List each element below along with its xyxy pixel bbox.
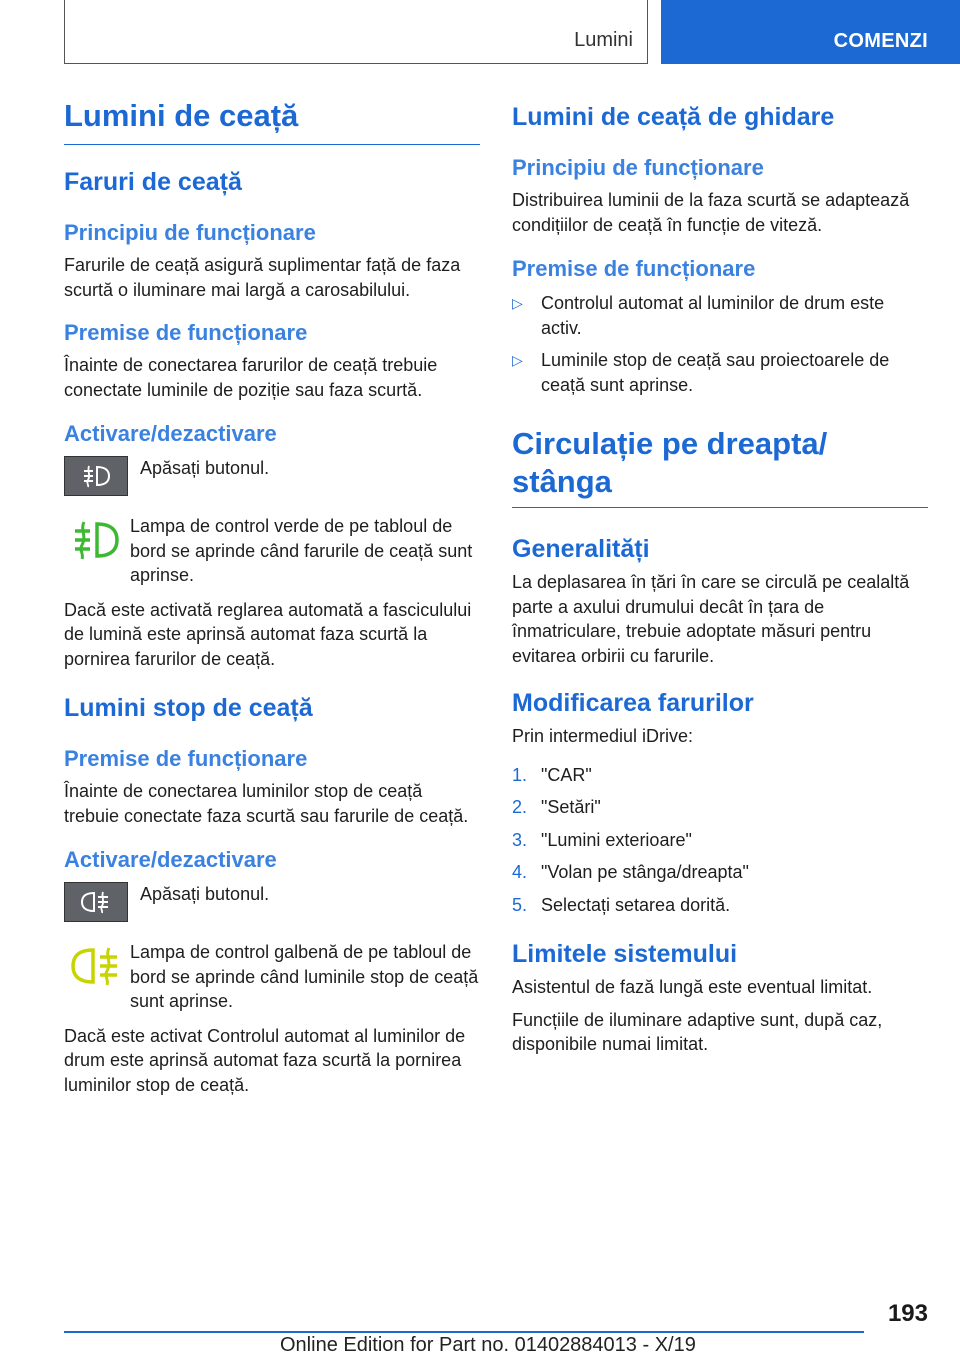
text-rear-premise: Înainte de conectarea luminilor stop de ceață trebuie conectate faza scurtă sau farurile de ceață.	[64, 781, 469, 826]
title-fog-lights: Lumini de ceață	[64, 98, 480, 145]
step-number: 5.	[512, 894, 528, 915]
text-front-press: Apăsați butonul.	[140, 458, 270, 478]
text-rear-lamp: Lampa de control galbenă de pe tabloul de bord se aprinde când luminile stop de ceață sunt aprinse.	[130, 942, 479, 1011]
text-general: La deplasarea în țări în care se circulă pe cealaltă parte a axului drumului decât în țara de înmatriculare, trebuie adoptate măsuri pentru evitarea orbirii cu farurile.	[512, 572, 910, 666]
list-item	[512, 795, 928, 820]
bullet-text: Luminile stop de ceață sau proiectoarele de ceață sunt aprinse.	[541, 350, 890, 395]
heading-guide-premise: Premise de funcționare	[512, 256, 756, 281]
left-column	[64, 98, 480, 1097]
triangle-bullet-icon: ▷	[512, 295, 523, 311]
rear-fog-indicator-row	[64, 940, 480, 1014]
header-chapter-label: COMENZI	[833, 30, 928, 52]
heading-modify: Modificarea farurilor	[512, 689, 754, 717]
step-number: 1.	[512, 764, 528, 785]
rear-fog-indicator-icon	[64, 940, 128, 992]
front-fog-button-row	[64, 456, 480, 496]
heading-limits: Limitele sistemului	[512, 940, 738, 968]
text-rear-auto: Dacă este activat Controlul automat al luminilor de drum este aprinsă automat faza scurtă la pornirea luminilor stop de ceață.	[64, 1025, 466, 1095]
text-modify-intro: Prin intermediul iDrive:	[512, 726, 694, 746]
front-fog-indicator-icon	[64, 514, 128, 566]
step-text: Selectați setarea dorită.	[541, 894, 731, 915]
header-section-tab	[64, 0, 648, 64]
heading-rear-activation: Activare/dezactivare	[64, 847, 277, 872]
text-limits-1: Asistentul de fază lungă este eventual limitat.	[512, 977, 873, 997]
title-traffic-side: Circulație pe dreapta/ stânga	[512, 425, 928, 508]
bullet-text: Controlul automat al luminilor de drum este activ.	[541, 293, 885, 338]
front-fog-button-icon	[64, 456, 128, 496]
text-front-principle: Farurile de ceață asigură suplimentar față de faza scurtă o iluminare mai largă a carosabilului.	[64, 255, 461, 300]
list-item	[512, 893, 928, 918]
heading-front-principle: Principiu de funcționare	[64, 220, 316, 245]
triangle-bullet-icon: ▷	[512, 352, 523, 368]
header-section-label: Lumini	[574, 29, 633, 51]
step-text: "Setări"	[541, 797, 601, 817]
heading-rear-fog: Lumini stop de ceață	[64, 694, 313, 722]
text-rear-press: Apăsați butonul.	[140, 884, 270, 904]
heading-general: Generalități	[512, 535, 650, 563]
footer-divider	[64, 1331, 864, 1333]
heading-front-premise: Premise de funcționare	[64, 320, 308, 345]
step-text: "CAR"	[541, 764, 592, 785]
text-guide-principle: Distribuirea luminii de la faza scurtă se adaptează condițiilor de ceață în funcție de viteză.	[512, 190, 910, 235]
list-item	[512, 291, 928, 340]
heading-rear-premise: Premise de funcționare	[64, 746, 308, 771]
text-front-lamp: Lampa de control verde de pe tabloul de bord se aprinde când farurile de ceață sunt aprinse.	[130, 516, 473, 585]
text-limits-2: Funcțiile de iluminare adaptive sunt, după caz, disponibile numai limitat.	[512, 1009, 883, 1054]
step-text: "Volan pe stânga/dreapta"	[541, 862, 749, 882]
rear-fog-button-icon	[64, 882, 128, 922]
text-front-auto: Dacă este activată reglarea automată a fasciculului de lumină este aprinsă automat faza scurtă la pornirea farurilor de ceață.	[64, 599, 472, 669]
heading-front-activation: Activare/dezactivare	[64, 421, 277, 446]
step-number: 2.	[512, 797, 528, 817]
step-text: "Lumini exterioare"	[541, 829, 692, 850]
page-number: 193	[887, 1300, 928, 1327]
rear-fog-button-row	[64, 882, 480, 922]
right-column	[512, 102, 928, 1057]
list-item	[512, 828, 928, 853]
heading-guide-principle: Principiu de funcționare	[512, 155, 764, 180]
front-fog-indicator-row	[64, 514, 480, 588]
header-chapter-tab	[661, 0, 960, 64]
heading-front-fog: Faruri de ceață	[64, 168, 242, 196]
list-item	[512, 348, 928, 397]
heading-guide-fog: Lumini de ceață de ghidare	[512, 103, 835, 131]
footer-edition: Online Edition for Part no. 01402884013 - X/19	[280, 1334, 696, 1356]
step-number: 3.	[512, 829, 528, 850]
text-front-premise: Înainte de conectarea farurilor de ceață trebuie conectate luminile de poziție sau faza scurtă.	[64, 355, 438, 400]
list-item	[512, 763, 928, 788]
list-item	[512, 860, 928, 885]
step-number: 4.	[512, 862, 528, 882]
